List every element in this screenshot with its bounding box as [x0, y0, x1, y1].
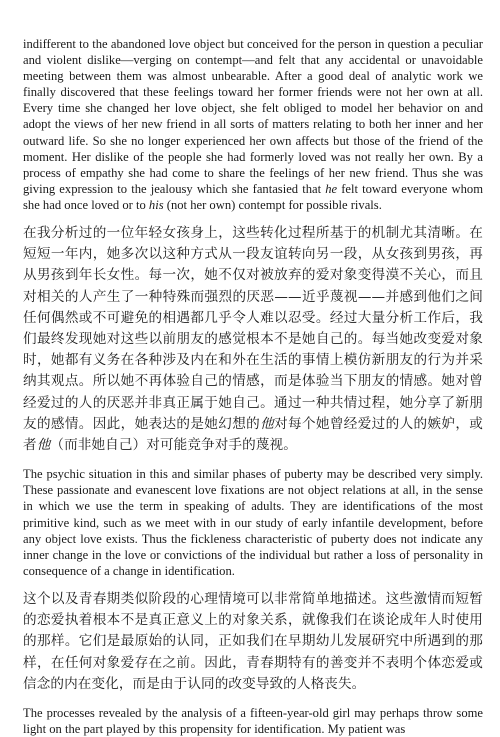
text-segment: indifferent to the abandoned love object but conceived for the person in question a peculiar and violent dislike—verging on contempt—and felt that any accidental or unavoidable meeting between them was almost unbearable. After a good deal of analytic work we finally discovered that these feelings toward her former friends were not her own at all. Every time she changed her love object, she felt obliged to model her behavior on and adopt the views of her new friend in all sorts of matters relating to both her inner and her outward life. So she no longer experienced her own affects but those of the friend of the moment. Her dislike of the people she had formerly loved was not really her own. By a process of empathy she had come to share the feelings of her new friend. Thus she was giving expression to the jealousy which she fantasied that [23, 37, 483, 196]
text-segment: The processes revealed by the analysis of a fifteen-year-old girl may perhaps throw some light on the part played by this propensity for identification. My patient was [23, 705, 483, 737]
paragraph-chinese-1 [23, 223, 483, 456]
text-segment: 这个以及青春期类似阶段的心理情境可以非常简单地描述。这些激情而短暂的恋爱执着根本不是真正意义上的对象关系，就像我们在谈论成年人时使用的那样。它们是最原始的认同，正如我们在早期幼儿发展研究中所遇到的那样，在任何对象爱存在之前。因此，青春期特有的善变并不表明个体恋爱或信念的内在变化，而是由于认同的改变导致的人格丧失。 [23, 590, 483, 692]
italic-segment: 他 [36, 437, 51, 454]
document-page [23, 36, 483, 737]
paragraph-chinese-2 [23, 589, 483, 695]
italic-segment: he [325, 181, 338, 196]
paragraph-english-1 [23, 36, 483, 213]
text-segment: （而非她自己）对可能竞争对手的蔑视。 [50, 437, 297, 454]
text-segment: (not her own) contempt for possible rivals. [163, 197, 382, 212]
italic-segment: his [148, 197, 164, 212]
paragraph-english-2 [23, 466, 483, 579]
text-segment: 对每个她曾经爱过的人的嫉妒，或者 [23, 415, 483, 454]
text-segment: 在我分析过的一位年轻女孩身上，这些转化过程所基于的机制尤其清晰。在短短一年内，她多次以这种方式从一段友谊转向另一段，从女孩到男孩，再从男孩到年长女性。每一次，她不仅对被放弃的爱对象变得漠不关心，而且对相关的人产生了一种特殊而强烈的厌恶——近乎蔑视——并感到他们之间任何偶然或不可避免的相遇都几乎令人难以忍受。经过大量分析工作后，我们最终发现她对这些以前朋友的感觉根本不是她自己的。每当她改变爱对象时，她都有义务在各种涉及内在和外在生活的事情上模仿新朋友的行为并采纳其观点。所以她不再体验自己的情感，而是体验当下朋友的情感。她对曾经爱过的人的厌恶并非真正属于她自己。通过一种共情过程，她分享了新朋友的感情。因此，她表达的是她幻想的 [23, 225, 483, 432]
text-segment: felt toward everyone whom she had once loved or to [23, 181, 483, 212]
paragraph-english-3 [23, 705, 483, 737]
italic-segment: 他 [260, 415, 275, 432]
text-segment: The psychic situation in this and similar phases of puberty may be described very simply. These passionate and evanescent love fixations are not object relations at all, in the sense in which we use the term in speaking of adults. They are identifications of the most primitive kind, such as we meet with in our study of early infantile development, before any object love exists. Thus the fickleness characteristic of puberty does not indicate any inner change in the love or convictions of the individual but rather a loss of personality in consequence of a change in identification. [23, 467, 483, 578]
